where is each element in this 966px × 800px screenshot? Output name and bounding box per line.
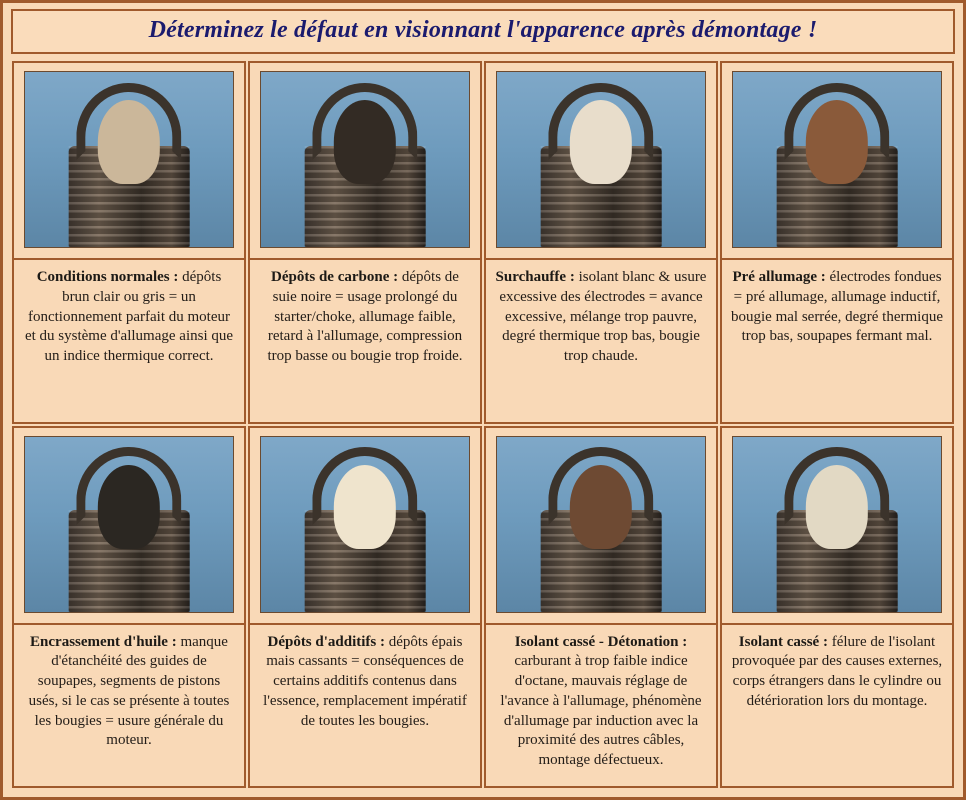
card-lead: Encrassement d'huile :: [30, 633, 177, 650]
card-grid: [11, 60, 955, 789]
spark-plug-photo-cracked-insulator: [732, 436, 942, 613]
card-lead: Pré allumage :: [732, 269, 826, 285]
photo-wrap: [722, 63, 952, 252]
spark-plug-photo-broken-insulator-detonation: [496, 436, 706, 613]
spark-plug-photo-oil-fouled: [24, 436, 234, 613]
card-isolant-casse-detonation[interactable]: [484, 426, 718, 789]
card-text: félure de l'isolant provoquée par des causes externes, corps étrangers dans le cylindre ou détérioration lors du montage.: [731, 633, 943, 709]
card-encrassement-huile[interactable]: [12, 426, 246, 789]
card-caption: [250, 258, 480, 422]
card-caption: [250, 623, 480, 787]
plug-electrode-icon: [76, 83, 181, 161]
card-text: dépôts de suie noire = usage prolongé du starter/choke, allumage faible, retard à l'allumage, compression trop basse ou bougie trop froide.: [267, 269, 463, 365]
spark-plug-photo-overheat: [496, 71, 706, 248]
card-text: manque d'étanchéité des guides de soupapes, segments de pistons usés, si le cas se présente à toutes les bougies = usure générale du moteur.: [28, 633, 230, 749]
card-text: isolant blanc & usure excessive des électrodes = avance excessive, mélange trop pauvre, degré thermique trop bas, bougie trop chaude.: [499, 269, 707, 365]
card-caption: [722, 623, 952, 787]
card-surchauffe[interactable]: [484, 61, 718, 424]
photo-wrap: [14, 63, 244, 252]
card-conditions-normales[interactable]: [12, 61, 246, 424]
plug-electrode-icon: [548, 83, 653, 161]
card-pre-allumage[interactable]: [720, 61, 954, 424]
plug-electrode-icon: [784, 83, 889, 161]
card-text: dépôts épais mais cassants = conséquences de certains additifs contenus dans l'essence, remplacement impératif de toutes les bougies.: [263, 633, 467, 729]
card-text: carburant à trop faible indice d'octane, mauvais réglage de l'avance à l'allumage, phénomène d'allumage par induction avec la proximité des autres câbles, montage défectueux.: [500, 653, 702, 769]
card-text: dépôts brun clair ou gris = un fonctionnement parfait du moteur et du système d'allumage ainsi que un indice thermique correct.: [24, 269, 234, 365]
card-lead: Surchauffe :: [495, 269, 575, 285]
card-lead: Dépôts d'additifs :: [267, 633, 386, 650]
card-depots-de-carbone[interactable]: [248, 61, 482, 424]
card-lead: Dépôts de carbone :: [271, 269, 399, 285]
plug-electrode-icon: [784, 447, 889, 525]
plug-electrode-icon: [548, 447, 653, 525]
plug-electrode-icon: [312, 83, 417, 161]
photo-wrap: [722, 428, 952, 617]
card-caption: [14, 258, 244, 422]
page-title: Déterminez le défaut en visionnant l'apparence après démontage !: [148, 17, 818, 43]
card-caption: [486, 258, 716, 422]
card-lead: Isolant cassé :: [738, 633, 828, 650]
card-caption: [486, 623, 716, 787]
photo-wrap: [14, 428, 244, 617]
plug-electrode-icon: [76, 447, 181, 525]
card-lead: Conditions normales :: [36, 269, 179, 285]
card-isolant-casse[interactable]: [720, 426, 954, 789]
card-text: électrodes fondues = pré allumage, allumage inductif, bougie mal serrée, degré thermique trop bas, soupapes fermant mal.: [731, 269, 943, 345]
photo-wrap: [250, 63, 480, 252]
card-caption: [722, 258, 952, 422]
photo-wrap: [486, 63, 716, 252]
card-lead: Isolant cassé - Détonation :: [514, 633, 688, 650]
photo-wrap: [250, 428, 480, 617]
photo-wrap: [486, 428, 716, 617]
spark-plug-photo-normal: [24, 71, 234, 248]
spark-plug-photo-carbon: [260, 71, 470, 248]
spark-plug-photo-additive-deposits: [260, 436, 470, 613]
card-depots-additifs[interactable]: [248, 426, 482, 789]
plug-electrode-icon: [312, 447, 417, 525]
poster-title-bar: [11, 9, 955, 54]
card-caption: [14, 623, 244, 787]
spark-plug-photo-preignition: [732, 71, 942, 248]
